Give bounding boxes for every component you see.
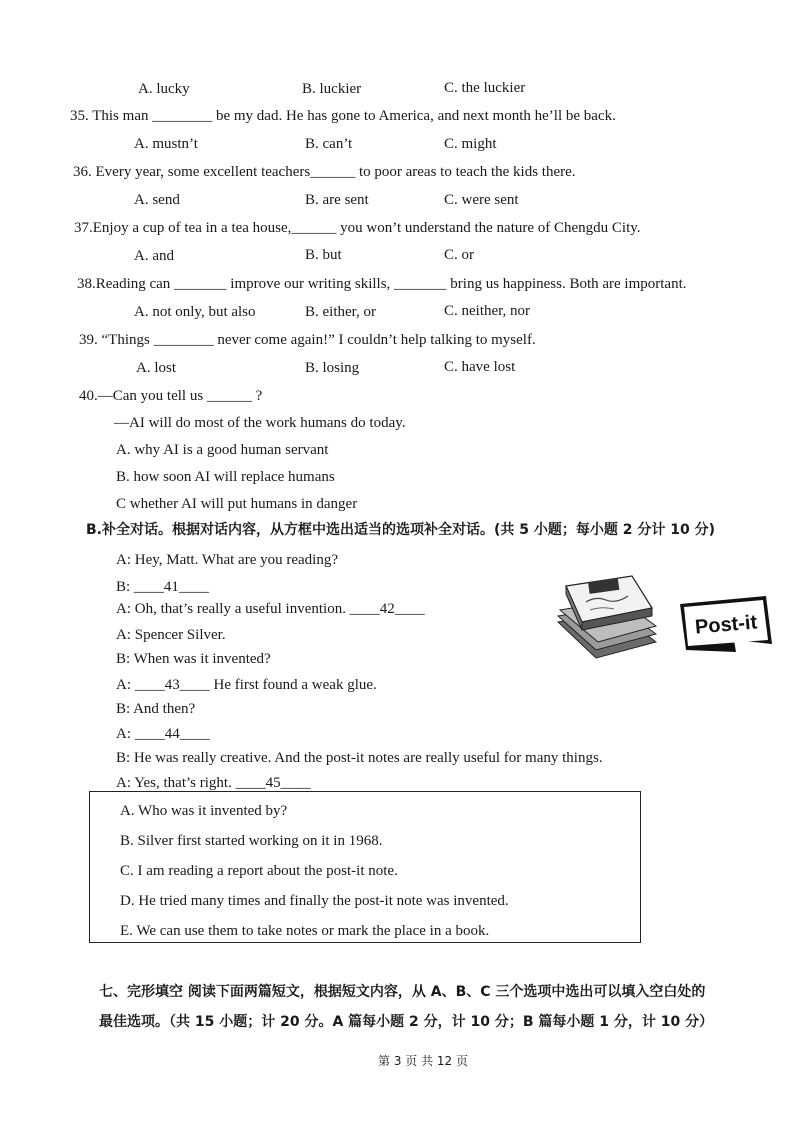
choice-e: E. We can use them to take notes or mark the place in a book. <box>120 923 490 939</box>
q34-option-a: A. lucky <box>138 81 190 97</box>
q36-stem: 36. Every year, some excellent teachers______ to poor areas to teach the kids there. <box>73 164 576 180</box>
q38-option-c: C. neither, nor <box>444 303 531 319</box>
q40-option-a: A. why AI is a good human servant <box>116 442 329 458</box>
q35-option-c: C. might <box>444 136 497 152</box>
q40-option-c: C whether AI will put humans in danger <box>116 496 358 512</box>
q38-stem: 38.Reading can _______ improve our writing skills, _______ bring us happiness. Both are important. <box>77 276 687 292</box>
dialogue-line-5: B: When was it invented? <box>116 651 271 667</box>
dialogue-line-6: A: ____43____ He first found a weak glue. <box>116 677 377 693</box>
q39-stem: 39. “Things ________ never come again!” I couldn’t help talking to myself. <box>79 332 536 348</box>
sticky-notes-image <box>552 568 670 666</box>
dialogue-line-7: B: And then? <box>116 701 196 717</box>
q37-stem: 37.Enjoy a cup of tea in a tea house,______ you won’t understand the nature of Chengdu City. <box>74 220 641 236</box>
section-7-heading: 七、完形填空 阅读下面两篇短文，根据短文内容，从 A、B、C 三个选项中选出可以填入空白处的 <box>99 984 706 1000</box>
page-footer: 第 3 页 共 12 页 <box>378 1054 468 1068</box>
svg-text:Post-it: Post-it <box>694 611 759 639</box>
q35-stem: 35. This man ________ be my dad. He has gone to America, and next month he’ll be back. <box>70 108 616 124</box>
q36-option-c: C. were sent <box>444 192 519 208</box>
q36-option-b: B. are sent <box>305 192 369 208</box>
choice-d: D. He tried many times and finally the post-it note was invented. <box>120 893 509 909</box>
q34-option-b: B. luckier <box>302 81 362 97</box>
q35-option-a: A. mustn’t <box>134 136 198 152</box>
dialogue-line-3: A: Oh, that’s really a useful invention. ____42____ <box>116 601 425 617</box>
q37-option-b: B. but <box>305 247 342 263</box>
dialogue-line-2: B: ____41____ <box>116 579 209 595</box>
q40-answer-line: —AI will do most of the work humans do today. <box>114 415 406 431</box>
post-it-logo <box>676 594 776 656</box>
dialogue-line-9: B: He was really creative. And the post-it notes are really useful for many things. <box>116 750 603 766</box>
q40-stem: 40.—Can you tell us ______ ? <box>79 388 263 404</box>
q40-option-b: B. how soon AI will replace humans <box>116 469 335 485</box>
q35-option-b: B. can’t <box>305 136 353 152</box>
q38-option-b: B. either, or <box>305 304 377 320</box>
choice-a: A. Who was it invented by? <box>120 803 288 819</box>
section-b-heading: B.补全对话。根据对话内容，从方框中选出适当的选项补全对话。(共 5 小题；每小题 2 分计 10 分) <box>86 522 715 538</box>
q37-option-a: A. and <box>134 248 174 264</box>
q38-option-a: A. not only, but also <box>134 304 256 320</box>
choice-b: B. Silver first started working on it in 1968. <box>120 833 383 849</box>
dialogue-line-8: A: ____44____ <box>116 726 210 742</box>
q37-option-c: C. or <box>444 247 474 263</box>
q39-option-c: C. have lost <box>444 359 516 375</box>
dialogue-line-10: A: Yes, that’s right. ____45____ <box>116 775 311 791</box>
section-7-instructions: 最佳选项。（共 15 小题；计 20 分。A 篇每小题 2 分，计 10 分；B 篇每小题 1 分，计 10 分） <box>99 1014 714 1030</box>
q36-option-a: A. send <box>134 192 180 208</box>
q34-option-c: C. the luckier <box>444 80 526 96</box>
q39-option-b: B. losing <box>305 360 360 376</box>
dialogue-line-1: A: Hey, Matt. What are you reading? <box>116 552 339 568</box>
choice-c: C. I am reading a report about the post-it note. <box>120 863 398 879</box>
q39-option-a: A. lost <box>136 360 177 376</box>
dialogue-line-4: A: Spencer Silver. <box>116 627 226 643</box>
